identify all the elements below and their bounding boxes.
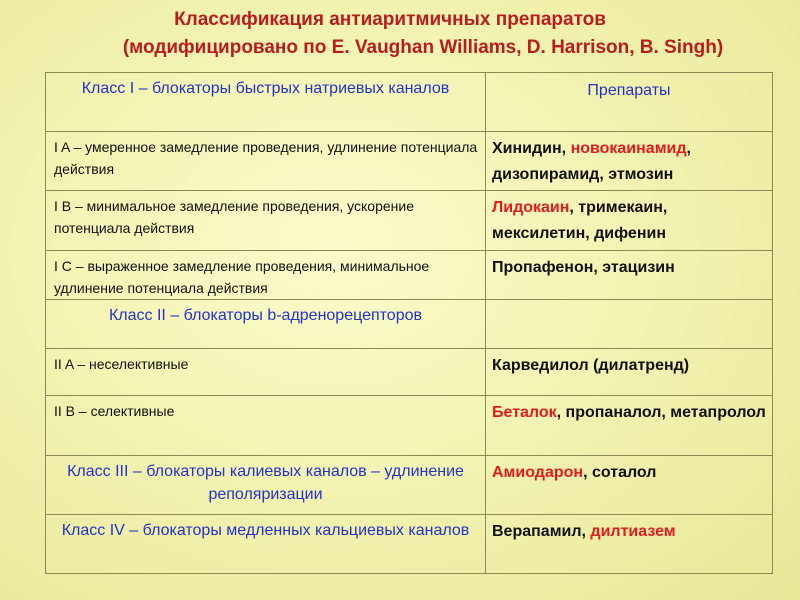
row-drugs [486,456,772,486]
row-drugs [486,191,772,247]
highlighted-drug-name: Беталок [492,404,557,421]
table-header-row [46,73,773,132]
row-label: Класс III – блокаторы калиевых каналов – удлинение реполяризации [67,463,464,503]
row-drugs [486,396,772,426]
table-row [46,396,773,456]
drug-name: , пропаналол, метапролол [556,404,766,421]
highlighted-drug-name: Амиодарон [492,464,584,481]
table-row [46,349,773,396]
drug-name: Хинидин [492,140,562,157]
row-label: I B – минимальное замедление проведения, ускорение потенциала действия [54,198,415,236]
drug-name: , тримекаин, мексилетин, дифенин [492,199,668,242]
header-class-label: Класс I – блокаторы быстрых натриевых каналов [81,80,450,97]
drug-name: , соталол [583,464,657,481]
table-row [46,300,773,349]
header-class-cell [46,73,486,132]
row-drugs [486,300,772,304]
table-row [46,456,773,515]
header-drugs-label: Препараты [587,82,671,99]
highlighted-drug-name: Лидокаин [492,199,570,216]
title-line-2: (модифицировано по E. Vaughan Williams, D. Harrison, B. Singh) [122,37,724,58]
row-label: II B – селективные [54,403,175,419]
highlighted-drug-name: дилтиазем [590,523,676,540]
drug-name: Карведилол (дилатренд) [492,357,690,374]
table-row [46,191,773,251]
row-drugs [486,349,772,379]
slide-title [0,6,800,62]
header-drugs-cell [486,73,773,132]
row-label: Класс II – блокаторы b-адренорецепторов [108,307,422,324]
row-drugs [486,132,772,188]
table-row [46,132,773,191]
row-label: Класс IV – блокаторы медленных кальциевых каналов [61,522,470,539]
row-label: I C – выраженное замедление проведения, минимальное удлинение потенциала действия [54,258,430,296]
drug-name: , дизопирамид, этмозин [492,140,691,183]
drug-name: Пропафенон, этацизин [492,259,675,276]
drug-name: Верапамил, [492,523,591,540]
row-label: I A – умеренное замедление проведения, удлинение потенциала действия [54,139,478,177]
classification-table [45,72,773,574]
title-line-1: Классификация антиаритмичных препаратов [174,9,606,30]
row-drugs [486,515,772,545]
highlighted-drug-name: новокаинамид [570,140,687,157]
row-drugs [486,251,772,281]
table-row [46,515,773,574]
drug-name: , [561,140,571,157]
row-label: II A – неселективные [54,356,189,372]
table-row [46,251,773,300]
